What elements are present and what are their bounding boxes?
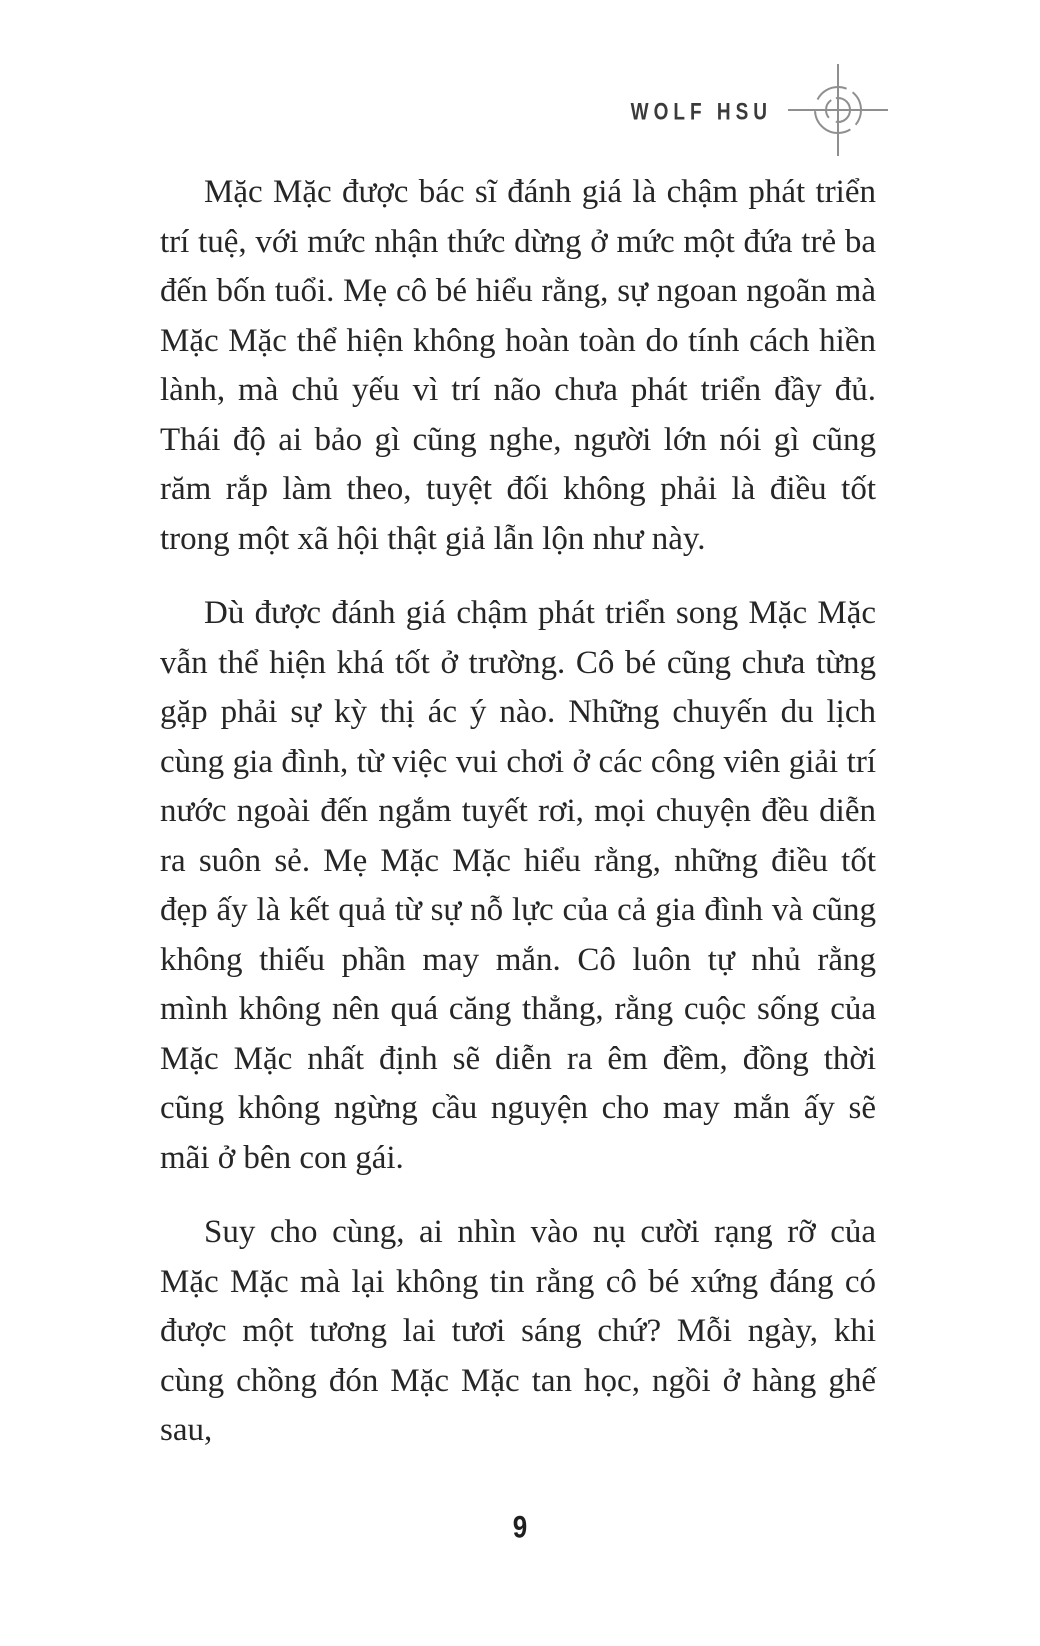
paragraph-3: Suy cho cùng, ai nhìn vào nụ cười rạng rỡ của Mặc Mặc mà lại không tin rằng cô bé xứng đáng có được một tương lai tươi sáng chứ? Mỗi ngày, khi cùng chồng đón Mặc Mặc tan học, ngồi ở hàng ghế sau, bbox=[160, 1214, 876, 1448]
paragraph-2: Dù được đánh giá chậm phát triển song Mặc Mặc vẫn thể hiện khá tốt ở trường. Cô bé cũng chưa từng gặp phải sự kỳ thị ác ý nào. Những chuyến du lịch cùng gia đình, từ việc vui chơi ở các công viên giải trí nước ngoài đến ngắm tuyết rơi, mọi chuyện đều diễn ra suôn sẻ. Mẹ Mặc Mặc hiểu rằng, những điều tốt đẹp ấy là kết quả từ sự nỗ lực của cả gia đình và cũng không thiếu phần may mắn. Cô luôn tự nhủ rằng mình không nên quá căng thẳng, rằng cuộc sống của Mặc Mặc nhất định sẽ diễn ra êm đềm, đồng thời cũng không ngừng cầu nguyện cho may mắn ấy sẽ mãi ở bên con gái. bbox=[160, 595, 876, 1176]
page-body bbox=[160, 168, 876, 1481]
author-running-head: WOLF HSU bbox=[630, 99, 772, 126]
paragraph-1: Mặc Mặc được bác sĩ đánh giá là chậm phát triển trí tuệ, với mức nhận thức dừng ở mức một đứa trẻ ba đến bốn tuổi. Mẹ cô bé hiểu rằng, sự ngoan ngoãn mà Mặc Mặc thể hiện không hoàn toàn do tính cách hiền lành, mà chủ yếu vì trí não chưa phát triển đầy đủ. Thái độ ai bảo gì cũng nghe, người lớn nói gì cũng răm rắp làm theo, tuyệt đối không phải là điều tốt trong một xã hội thật giả lẫn lộn như này. bbox=[160, 174, 876, 557]
page-header bbox=[631, 60, 890, 160]
page-number: 9 bbox=[512, 1508, 528, 1545]
compass-crosshair-icon bbox=[786, 60, 890, 160]
